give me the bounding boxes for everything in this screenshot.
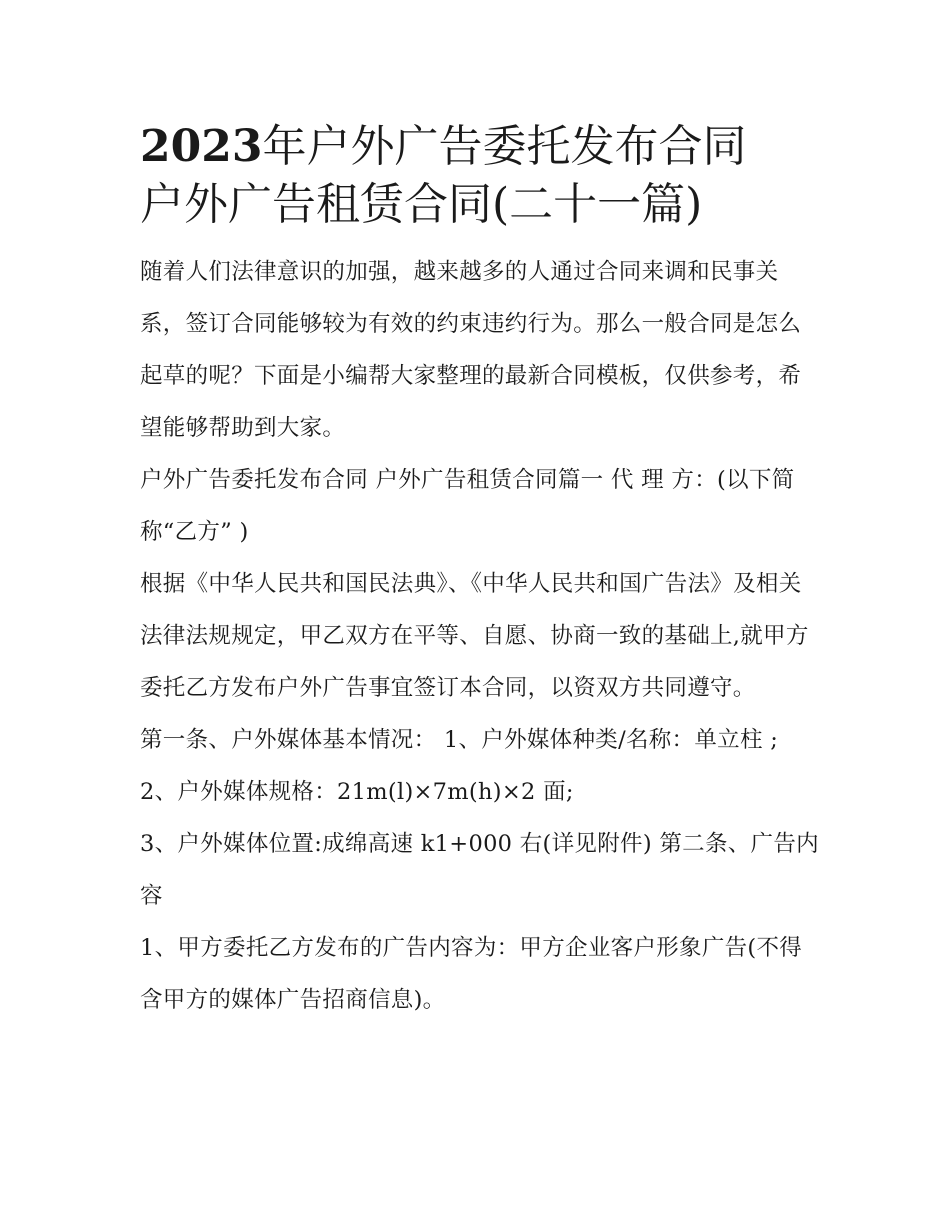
document-title [140, 118, 820, 234]
document-page [140, 118, 820, 1026]
title-line-2: 户外广告租赁合同(二十一篇) [140, 179, 703, 230]
title-line-1 [140, 118, 820, 176]
paragraph-intro: 随着人们法律意识的加强，越来越多的人通过合同来调和民事关系，签订合同能够较为有效的约束违约行为。那么一般合同是怎么起草的呢？下面是小编帮大家整理的最新合同模板，仅供参考，希望能够帮助到大家。 [140, 259, 802, 441]
title-line-1-text: 年户外广告委托发布合同 [262, 121, 747, 172]
title-year: 2023 [140, 121, 263, 172]
paragraph-media-location: 3、户外媒体位置:成绵高速 k1+000 右(详见附件) 第二条、广告内容 [140, 831, 819, 909]
paragraph-legal-basis: 根据《中华人民共和国民法典》、《中华人民共和国广告法》及相关法律法规规定，甲乙双方在平等、自愿、协商一致的基础上,就甲方委托乙方发布户外广告事宜签订本合同，以资双方共同遵守。 [140, 571, 809, 701]
paragraph-agent: 户外广告委托发布合同 户外广告租赁合同篇一 代 理 方：(以下简称“乙方” ) [140, 467, 795, 545]
paragraph-article-1: 第一条、户外媒体基本情况： 1、户外媒体种类/名称：单立柱 ; 2、户外媒体规格：21m(l)×7m(h)×2 面; [140, 727, 779, 805]
paragraph-ad-content: 1、甲方委托乙方发布的广告内容为：甲方企业客户形象广告(不得含甲方的媒体广告招商信息)。 [140, 935, 803, 1013]
